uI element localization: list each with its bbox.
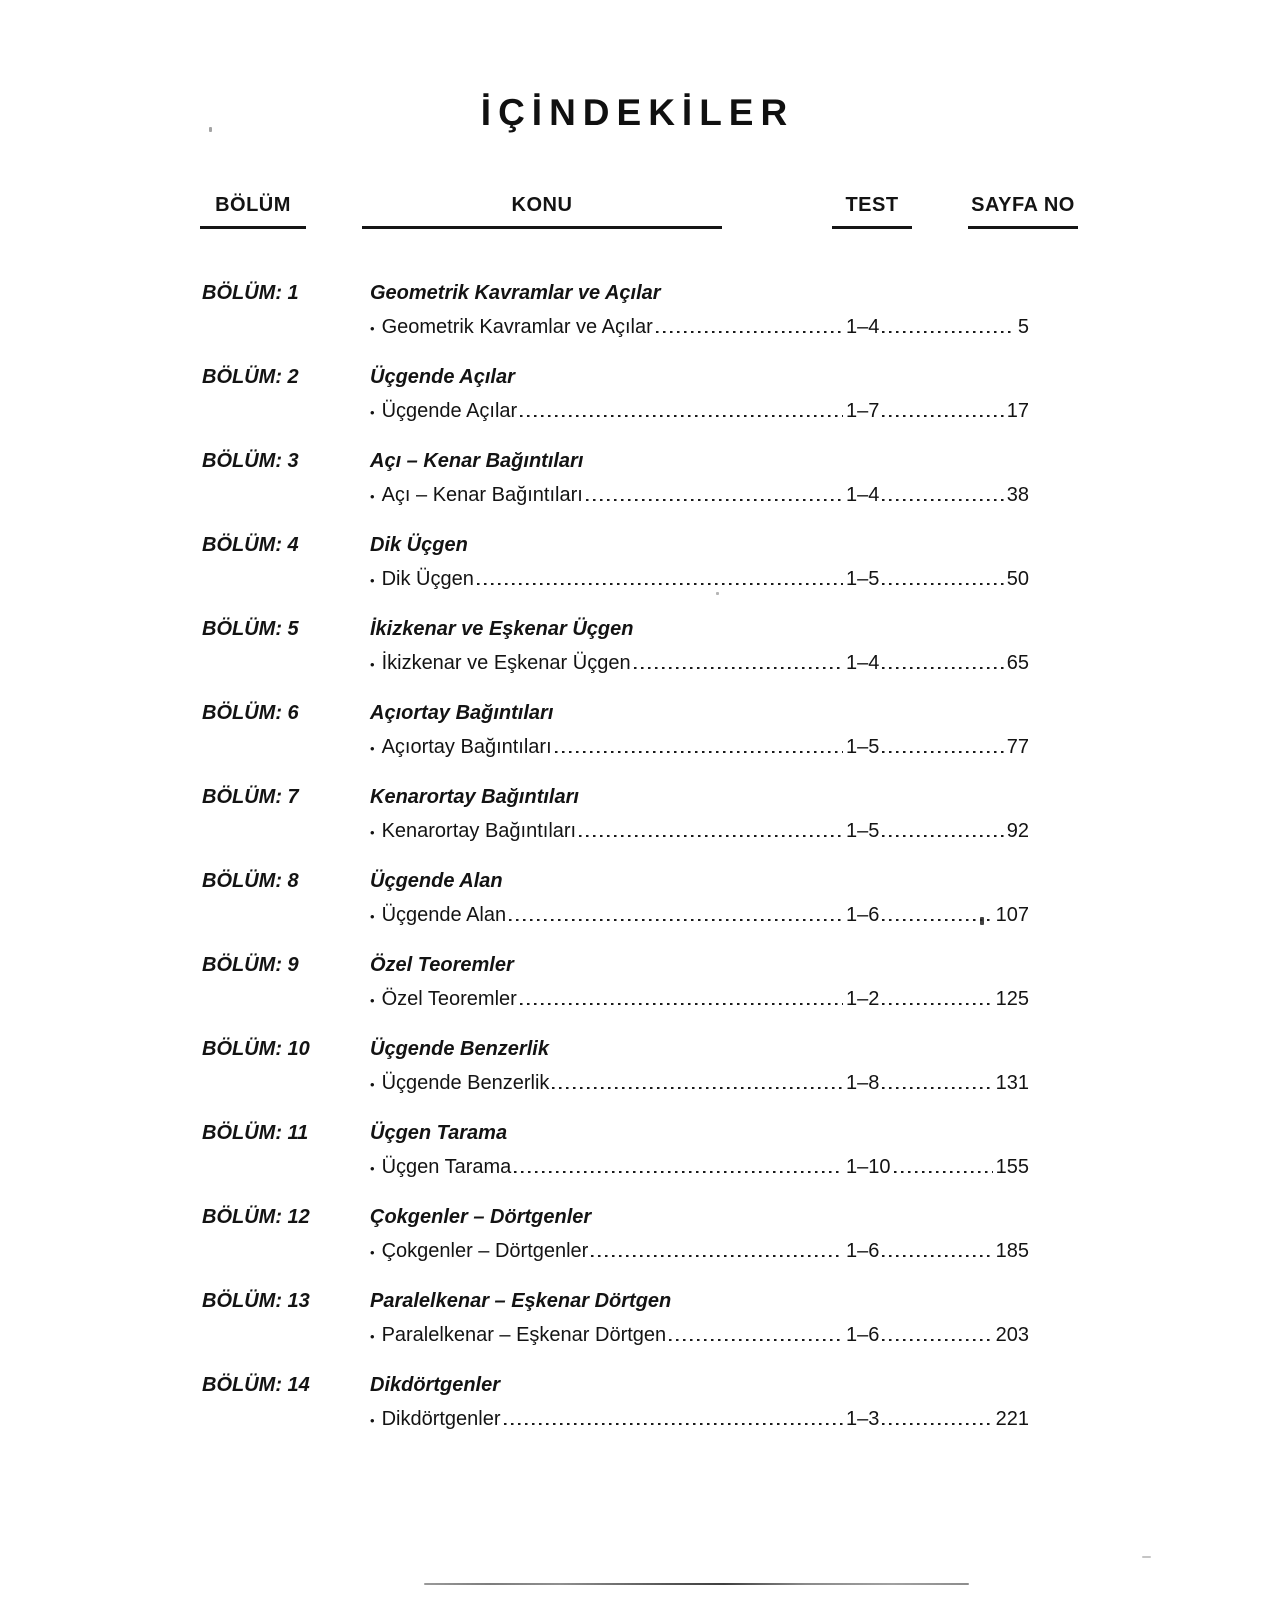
bullet-icon: • <box>370 657 375 672</box>
test-range: 1–3 <box>846 1408 880 1430</box>
entry-label: Üçgende Benzerlik <box>381 1072 550 1094</box>
dotted-leader <box>586 499 843 502</box>
toc-entry <box>370 1155 1029 1181</box>
column-header-bolum: BÖLÜM <box>200 193 306 229</box>
chapter-number: BÖLÜM: 2 <box>202 366 299 388</box>
entry-label: Açı – Kenar Bağıntıları <box>381 484 583 506</box>
page-number: 50 <box>1006 568 1029 590</box>
entry-tail <box>846 735 1029 759</box>
entry-tail <box>846 483 1029 507</box>
page-title: İÇİNDEKİLER <box>480 92 795 133</box>
chapter-heading <box>202 449 1029 473</box>
bullet-icon: • <box>370 405 375 420</box>
dotted-leader <box>669 1339 843 1342</box>
chapter-heading <box>202 953 1029 977</box>
chapter-title: Çokgenler – Dörtgenler <box>370 1206 592 1228</box>
page-number: 38 <box>1006 484 1029 506</box>
page-number: 203 <box>995 1324 1029 1346</box>
test-range: 1–8 <box>846 1072 880 1094</box>
bullet-icon: • <box>370 1245 375 1260</box>
chapter-block <box>202 701 1029 785</box>
page-number: 92 <box>1006 820 1029 842</box>
column-header-test: TEST <box>832 193 912 229</box>
entry-label-group <box>370 1323 666 1349</box>
test-range: 1–6 <box>846 1240 880 1262</box>
test-range: 1–10 <box>846 1156 891 1178</box>
chapter-title: Üçgende Benzerlik <box>370 1038 549 1060</box>
dotted-leader <box>894 1171 993 1174</box>
chapter-heading <box>202 1121 1029 1145</box>
scan-artifact-dot <box>209 127 212 132</box>
entry-label: Geometrik Kavramlar ve Açılar <box>381 316 653 338</box>
chapter-block <box>202 281 1029 365</box>
test-range: 1–4 <box>846 652 880 674</box>
entry-tail <box>846 567 1029 591</box>
page-number: 185 <box>995 1240 1029 1262</box>
chapter-heading <box>202 785 1029 809</box>
dotted-leader <box>882 919 992 922</box>
page-number: 131 <box>995 1072 1029 1094</box>
test-range: 1–4 <box>846 316 880 338</box>
toc-entry <box>370 567 1029 593</box>
toc-entry <box>370 1407 1029 1433</box>
scan-artifact-dot <box>716 592 719 595</box>
entry-label-group <box>370 903 506 929</box>
dotted-leader <box>504 1423 843 1426</box>
page-number: 221 <box>995 1408 1029 1430</box>
test-range: 1–4 <box>846 484 880 506</box>
entry-tail <box>846 1155 1029 1179</box>
entry-label: Çokgenler – Dörtgenler <box>381 1240 589 1262</box>
chapter-title: Üçgen Tarama <box>370 1122 508 1144</box>
dotted-leader <box>882 1087 992 1090</box>
chapter-number: BÖLÜM: 10 <box>202 1038 310 1060</box>
chapter-block <box>202 1373 1029 1457</box>
toc-entry <box>370 399 1029 425</box>
entry-label: Paralelkenar – Eşkenar Dörtgen <box>381 1324 667 1346</box>
dotted-leader <box>509 919 843 922</box>
chapter-number: BÖLÜM: 3 <box>202 450 299 472</box>
entry-label: İkizkenar ve Eşkenar Üçgen <box>381 652 631 674</box>
scan-artifact-mark <box>980 917 984 925</box>
entry-label-group <box>370 399 517 425</box>
bullet-icon: • <box>370 573 375 588</box>
dotted-leader <box>882 1255 992 1258</box>
toc-entry <box>370 315 1029 341</box>
entry-label-group <box>370 651 631 677</box>
bullet-icon: • <box>370 825 375 840</box>
bullet-icon: • <box>370 321 375 336</box>
dotted-leader <box>552 1087 843 1090</box>
column-header-sayfa: SAYFA NO <box>968 193 1078 229</box>
bullet-icon: • <box>370 741 375 756</box>
chapter-title: Özel Teoremler <box>370 954 514 976</box>
entry-label-group <box>370 1407 501 1433</box>
chapter-number: BÖLÜM: 9 <box>202 954 299 976</box>
toc-list <box>202 281 1029 1457</box>
entry-label: Üçgende Alan <box>381 904 507 926</box>
toc-entry <box>370 1071 1029 1097</box>
chapter-title: Paralelkenar – Eşkenar Dörtgen <box>370 1290 672 1312</box>
entry-label-group <box>370 1239 588 1265</box>
chapter-title: Dikdörtgenler <box>370 1374 501 1396</box>
toc-entry <box>370 987 1029 1013</box>
toc-entry <box>370 651 1029 677</box>
entry-label: Üçgen Tarama <box>381 1156 512 1178</box>
chapter-block <box>202 1205 1029 1289</box>
entry-tail <box>846 903 1029 927</box>
column-headers <box>0 193 1275 233</box>
entry-label-group <box>370 1071 549 1097</box>
page-number: 125 <box>995 988 1029 1010</box>
chapter-number: BÖLÜM: 6 <box>202 702 299 724</box>
entry-tail <box>846 315 1029 339</box>
chapter-block <box>202 617 1029 701</box>
bullet-icon: • <box>370 1329 375 1344</box>
test-range: 1–5 <box>846 820 880 842</box>
chapter-heading <box>202 365 1029 389</box>
entry-tail <box>846 1071 1029 1095</box>
dotted-leader <box>579 835 843 838</box>
entry-tail <box>846 651 1029 675</box>
dotted-leader <box>882 667 1003 670</box>
bullet-icon: • <box>370 489 375 504</box>
test-range: 1–2 <box>846 988 880 1010</box>
dotted-leader <box>634 667 843 670</box>
chapter-title: Kenarortay Bağıntıları <box>370 786 579 808</box>
page-number: 77 <box>1006 736 1029 758</box>
test-range: 1–5 <box>846 568 880 590</box>
dotted-leader <box>656 331 843 334</box>
dotted-leader <box>555 751 843 754</box>
entry-label-group <box>370 819 576 845</box>
dotted-leader <box>882 751 1003 754</box>
chapter-number: BÖLÜM: 7 <box>202 786 299 808</box>
page-number: 5 <box>1017 316 1029 338</box>
page-number: 17 <box>1006 400 1029 422</box>
dotted-leader <box>882 415 1003 418</box>
chapter-number: BÖLÜM: 13 <box>202 1290 310 1312</box>
chapter-block <box>202 953 1029 1037</box>
page-number: 155 <box>995 1156 1029 1178</box>
toc-entry <box>370 735 1029 761</box>
entry-label: Dikdörtgenler <box>381 1408 501 1430</box>
bottom-divider-line <box>424 1583 969 1585</box>
page-number: 65 <box>1006 652 1029 674</box>
toc-entry <box>370 483 1029 509</box>
page-number: 107 <box>995 904 1029 926</box>
entry-label: Kenarortay Bağıntıları <box>381 820 577 842</box>
entry-tail <box>846 399 1029 423</box>
dotted-leader <box>591 1255 843 1258</box>
chapter-title: Üçgende Alan <box>370 870 503 892</box>
entry-tail <box>846 1239 1029 1263</box>
test-range: 1–7 <box>846 400 880 422</box>
chapter-title: Üçgende Açılar <box>370 366 515 388</box>
toc-entry <box>370 819 1029 845</box>
dotted-leader <box>882 331 1015 334</box>
chapter-heading <box>202 617 1029 641</box>
chapter-title: Açıortay Bağıntıları <box>370 702 554 724</box>
chapter-number: BÖLÜM: 14 <box>202 1374 310 1396</box>
chapter-block <box>202 365 1029 449</box>
dotted-leader <box>882 835 1003 838</box>
bullet-icon: • <box>370 1077 375 1092</box>
entry-label-group <box>370 567 474 593</box>
chapter-heading <box>202 533 1029 557</box>
bullet-icon: • <box>370 1161 375 1176</box>
chapter-heading <box>202 1205 1029 1229</box>
chapter-title: Dik Üçgen <box>370 534 468 556</box>
entry-label: Dik Üçgen <box>381 568 474 590</box>
entry-label-group <box>370 1155 511 1181</box>
chapter-heading <box>202 1289 1029 1313</box>
toc-entry <box>370 1323 1029 1349</box>
chapter-title: Açı – Kenar Bağıntıları <box>370 450 584 472</box>
toc-entry <box>370 903 1029 929</box>
chapter-heading <box>202 1037 1029 1061</box>
chapter-block <box>202 449 1029 533</box>
dotted-leader <box>882 1423 992 1426</box>
chapter-number: BÖLÜM: 8 <box>202 870 299 892</box>
scan-artifact-dash <box>1142 1556 1151 1558</box>
chapter-block <box>202 785 1029 869</box>
dotted-leader <box>882 1339 992 1342</box>
chapter-block <box>202 869 1029 953</box>
test-range: 1–6 <box>846 904 880 926</box>
entry-label: Özel Teoremler <box>381 988 517 1010</box>
dotted-leader <box>520 1003 843 1006</box>
chapter-block <box>202 533 1029 617</box>
chapter-number: BÖLÜM: 5 <box>202 618 299 640</box>
entry-label: Üçgende Açılar <box>381 400 518 422</box>
chapter-number: BÖLÜM: 12 <box>202 1206 310 1228</box>
chapter-number: BÖLÜM: 1 <box>202 282 299 304</box>
chapter-heading <box>202 1373 1029 1397</box>
chapter-block <box>202 1289 1029 1373</box>
dotted-leader <box>882 1003 992 1006</box>
entry-tail <box>846 987 1029 1011</box>
chapter-heading <box>202 869 1029 893</box>
bullet-icon: • <box>370 993 375 1008</box>
chapter-title: Geometrik Kavramlar ve Açılar <box>370 282 661 304</box>
bullet-icon: • <box>370 909 375 924</box>
chapter-heading <box>202 701 1029 725</box>
chapter-number: BÖLÜM: 11 <box>202 1122 309 1144</box>
chapter-block <box>202 1121 1029 1205</box>
entry-label-group <box>370 483 583 509</box>
chapter-block <box>202 1037 1029 1121</box>
entry-label: Açıortay Bağıntıları <box>381 736 552 758</box>
test-range: 1–6 <box>846 1324 880 1346</box>
dotted-leader <box>514 1171 843 1174</box>
toc-entry <box>370 1239 1029 1265</box>
dotted-leader <box>882 499 1003 502</box>
dotted-leader <box>477 583 843 586</box>
entry-tail <box>846 1323 1029 1347</box>
entry-tail <box>846 819 1029 843</box>
chapter-number: BÖLÜM: 4 <box>202 534 299 556</box>
chapter-heading <box>202 281 1029 305</box>
dotted-leader <box>520 415 843 418</box>
entry-label-group <box>370 735 552 761</box>
dotted-leader <box>882 583 1003 586</box>
chapter-title: İkizkenar ve Eşkenar Üçgen <box>370 618 634 640</box>
test-range: 1–5 <box>846 736 880 758</box>
bullet-icon: • <box>370 1413 375 1428</box>
entry-label-group <box>370 315 653 341</box>
column-header-konu: KONU <box>362 193 722 229</box>
entry-tail <box>846 1407 1029 1431</box>
entry-label-group <box>370 987 517 1013</box>
